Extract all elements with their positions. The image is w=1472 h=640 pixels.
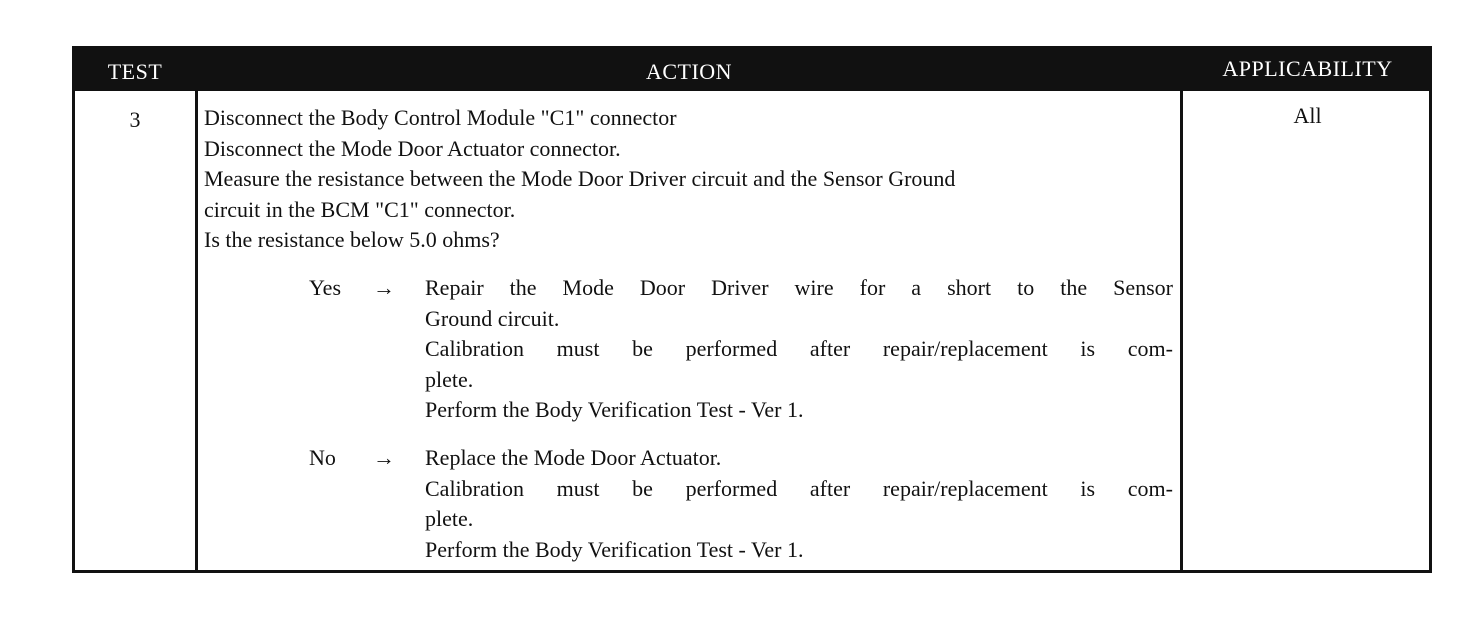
action-line: Measure the resistance between the Mode Door Driver circuit and the Sensor Ground [204,166,956,191]
table-header [75,49,1429,91]
result-line: plete. [425,366,474,392]
result-line: Repair the Mode Door Driver wire for a short to the Sensor [425,275,1173,300]
result-line: Replace the Mode Door Actuator. [425,445,722,470]
header-test: TEST [107,59,163,84]
header-action: ACTION [645,59,733,84]
header-applicability: APPLICABILITY [1222,56,1393,81]
result-line: Perform the Body Verification Test - Ver 1. [425,397,804,422]
action-instructions [204,103,1174,256]
result-line: Calibration must be performed after repair/replacement is com- [425,336,1173,361]
applicability-value: All [1293,103,1322,128]
result-no-steps [425,443,1173,565]
result-line: Perform the Body Verification Test - Ver 1. [425,536,804,562]
action-line: Is the resistance below 5.0 ohms? [204,227,500,252]
right-arrow-icon: → [373,275,395,300]
result-line: Calibration must be performed after repair/replacement is com- [425,475,1173,501]
result-line: plete. [425,506,474,531]
diagnostic-test-table [72,46,1432,573]
column-divider-test [195,91,198,570]
action-line: Disconnect the Mode Door Actuator connector. [204,135,621,161]
result-yes-steps [425,273,1173,426]
result-label-no: No [309,445,336,470]
right-arrow-icon: → [373,445,395,470]
test-number: 3 [129,107,141,132]
column-divider-action [1180,91,1183,570]
action-line: circuit in the BCM "C1" connector. [204,196,516,222]
result-line: Ground circuit. [425,305,560,331]
action-line: Disconnect the Body Control Module "C1" connector [204,105,677,130]
result-label-yes: Yes [309,275,342,300]
